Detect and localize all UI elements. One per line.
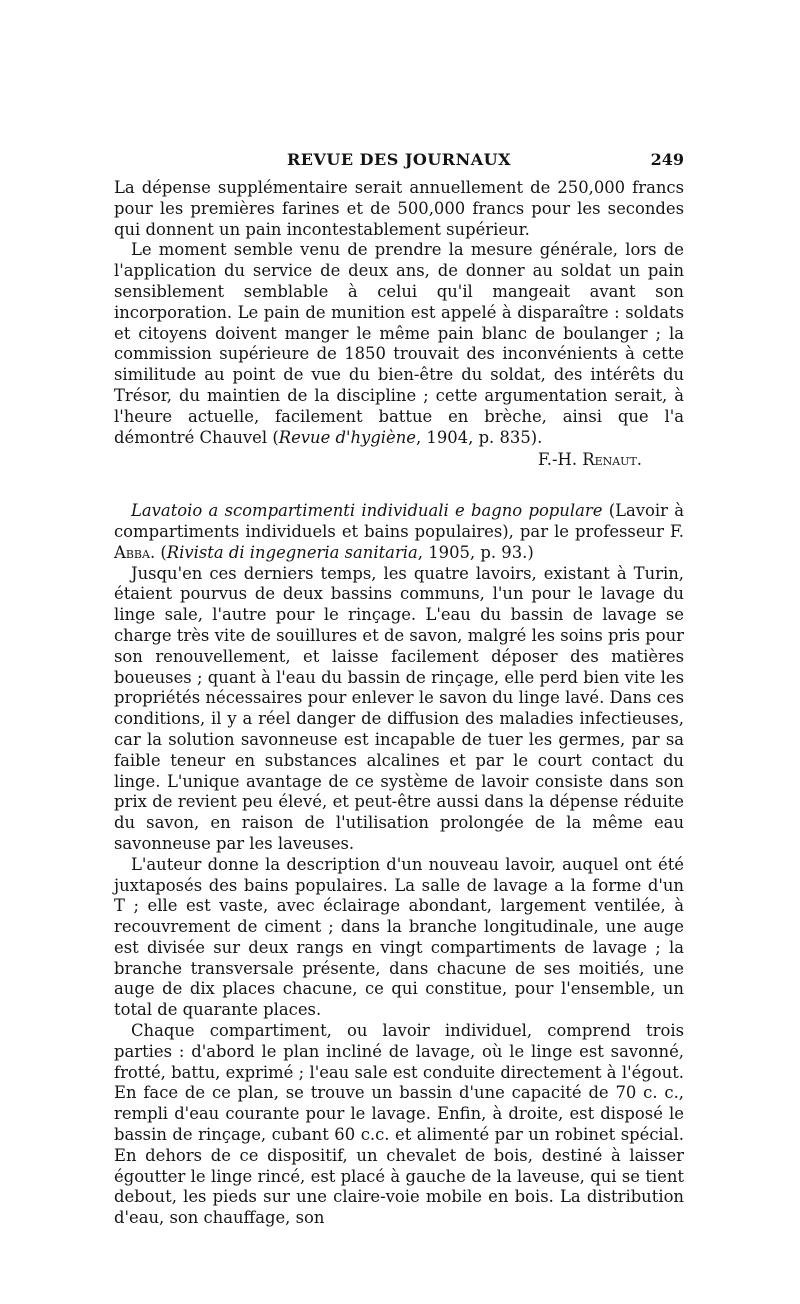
- paragraph: L'auteur donne la description d'un nouveau lavoir, auquel ont été juxtaposés des bains populaires. La salle de lavage a la forme d'un T ; elle est vaste, avec éclairage abondant, largement ventilée, à recouvrement de ciment ; dans la branche longitudinale, une auge est divisée sur deux rangs en vingt compartiments de lavage ; la branche transversale présente, dans chacune de ses moitiés, une auge de dix places chacune, ce qui constitue, pour l'ensemble, un total de quarante places.: [114, 854, 684, 1020]
- italian-title: Lavatoio a scompartimenti individuali e bagno populare: [131, 501, 603, 521]
- source-open: (: [160, 542, 167, 562]
- article-author: F. Abba.: [114, 521, 684, 562]
- article-lavoir: [114, 501, 684, 1229]
- page-number: 249: [650, 150, 684, 169]
- article-heading: [114, 501, 684, 563]
- source-journal: Rivista di ingegneria sanitaria: [166, 542, 418, 562]
- book-page: [114, 150, 684, 1229]
- cited-journal: Revue d'hygiène: [278, 427, 417, 447]
- author-signature: F.-H. Renaut.: [537, 450, 642, 470]
- citation-tail: , 1904, p. 835).: [416, 427, 543, 447]
- paragraph-text: Le moment semble venu de prendre la mesure générale, lors de l'application du service de deux ans, de donner au soldat un pain sensiblement semblable à celui qu'il mangeait avant son incorporation. Le pain de munition est appelé à disparaître : soldats et citoyens doivent manger le même pain blanc de boulanger ; la commission supérieure de 1850 trouvait des inconvénients à cette similitude au point de vue du bien-être du soldat, des intérêts du Trésor, du maintien de la discipline ; cette argumentation serait, à l'heure actuelle, facilement battue en brèche, ainsi que l'a démontré Chauvel (: [114, 240, 684, 447]
- paragraph: [114, 240, 684, 448]
- running-title: REVUE DES JOURNAUX: [287, 150, 511, 169]
- running-head: [114, 150, 684, 172]
- paragraph: Jusqu'en ces derniers temps, les quatre lavoirs, existant à Turin, étaient pourvus de deux bassins communs, l'un pour le lavage du linge sale, l'autre pour le rinçage. L'eau du bassin de lavage se charge très vite de souillures et de savon, malgré les soins pris pour son renouvellement, et laisse facilement déposer des matières boueuses ; quant à l'eau du bassin de rinçage, elle perd bien vite les propriétés nécessaires pour enlever le savon du linge lavé. Dans ces conditions, il y a réel danger de diffusion des maladies infectieuses, car la solution savonneuse est incapable de tuer les germes, par sa faible teneur en substances alcalines et par le court contact du linge. L'unique avantage de ce système de lavoir consiste dans son prix de revient peu élevé, et peut-être aussi dans la dépense réduite du savon, en raison de l'utilisation prolongée de la même eau savonneuse par les laveuses.: [114, 563, 684, 853]
- article-bread: [114, 178, 684, 471]
- source-tail: , 1905, p. 93.): [417, 542, 534, 562]
- paragraph: La dépense supplémentaire serait annuellement de 250,000 francs pour les premières farines et de 500,000 francs pour les secondes qui donnent un pain incontestablement supérieur.: [114, 178, 684, 239]
- french-title: (Lavoir à compartiments individuels et bains populaires), par le professeur: [114, 501, 684, 541]
- paragraph: Chaque compartiment, ou lavoir individuel, comprend trois parties : d'abord le plan incliné de lavage, où le linge est savonné, frotté, battu, exprimé ; l'eau sale est conduite directement à l'égout. En face de ce plan, se trouve un bassin d'une capacité de 70 c. c., rempli d'eau courante pour le lavage. Enfin, à droite, est disposé le bassin de rinçage, cubant 60 c.c. et alimenté par un robinet spécial. En dehors de ce dispositif, un chevalet de bois, destiné à laisser égoutter le linge rincé, est placé à gauche de la laveuse, qui se tient debout, les pieds sur une claire-voie mobile en bois. La distribution d'eau, son chauffage, son: [114, 1021, 684, 1228]
